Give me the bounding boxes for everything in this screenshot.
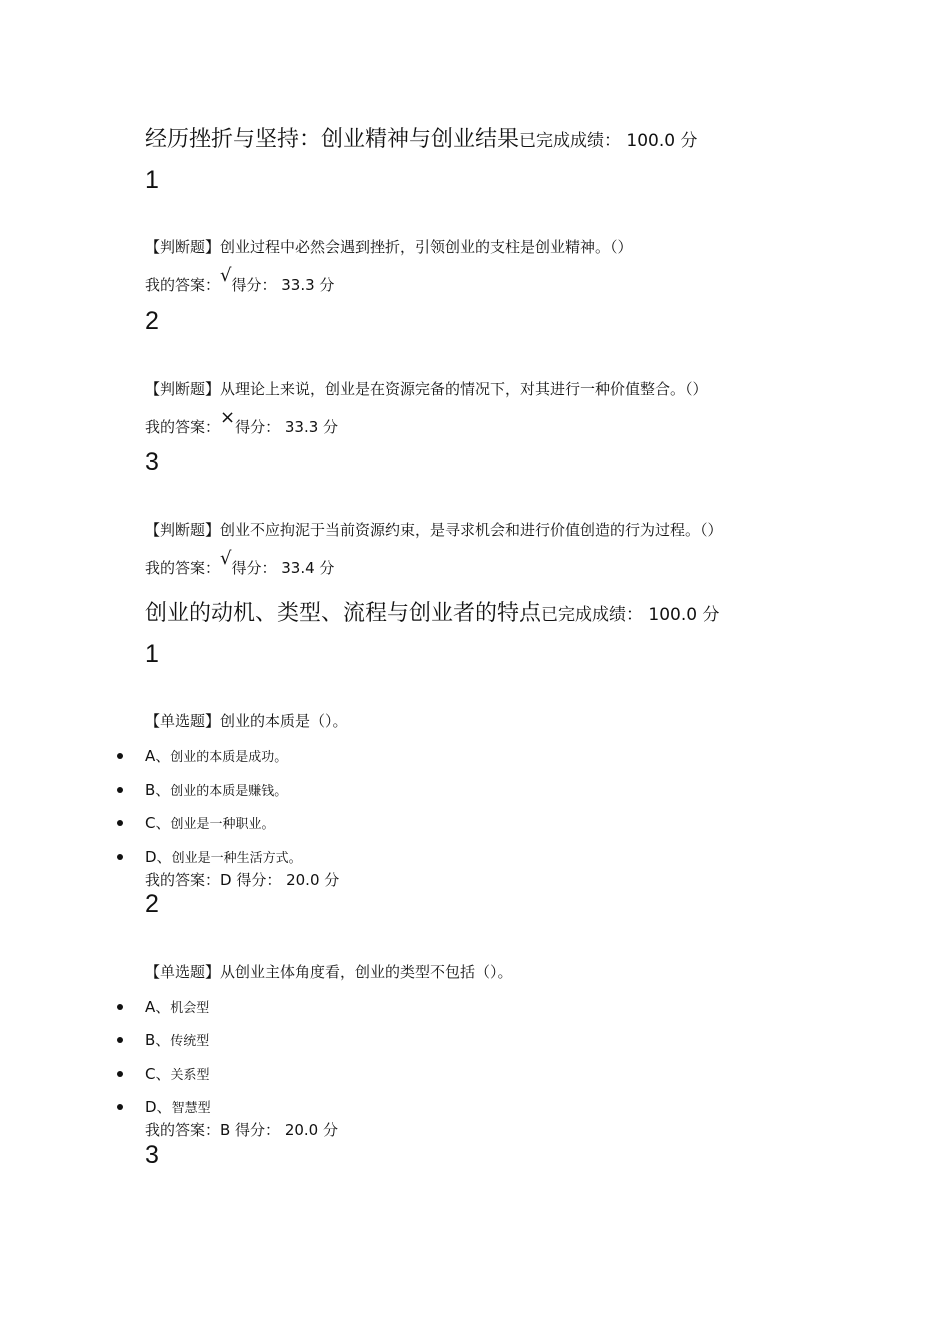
section-2-header xyxy=(145,596,720,627)
question-number: 2 xyxy=(145,307,159,335)
section-title: 创业的动机、类型、流程与创业者的特点 xyxy=(145,601,542,626)
cross-icon: × xyxy=(220,407,236,428)
score: 得分： 33.3 分 xyxy=(235,418,339,436)
question-text: 【单选题】创业的本质是（）。 xyxy=(145,712,348,730)
option-d: D、智慧型 xyxy=(145,1098,211,1116)
bullet xyxy=(117,820,123,826)
question-number: 3 xyxy=(145,448,159,476)
section-status: 已完成成绩： 100.0 分 xyxy=(541,605,720,625)
question-text: 【判断题】从理论上来说，创业是在资源完备的情况下，对其进行一种价值整合。（） xyxy=(145,380,708,398)
option-b: B、创业的本质是赚钱。 xyxy=(145,781,288,799)
bullet xyxy=(117,753,123,759)
bullet xyxy=(117,1004,123,1010)
option-c: C、关系型 xyxy=(145,1065,210,1083)
bullet xyxy=(117,854,123,860)
score: 得分： 33.4 分 xyxy=(231,559,335,577)
bullet xyxy=(117,1037,123,1043)
question-text: 【判断题】创业过程中必然会遇到挫折，引领创业的支柱是创业精神。（） xyxy=(145,238,633,256)
question-text: 【单选题】从创业主体角度看，创业的类型不包括（）。 xyxy=(145,963,513,981)
question-number: 1 xyxy=(145,166,159,194)
question-number: 2 xyxy=(145,890,159,918)
option-c: C、创业是一种职业。 xyxy=(145,814,275,832)
check-icon: √ xyxy=(220,548,232,569)
answer-line: 我的答案：D 得分： 20.0 分 xyxy=(145,871,340,889)
question-text: 【判断题】创业不应拘泥于当前资源约束，是寻求机会和进行价值创造的行为过程。（） xyxy=(145,521,723,539)
answer-line: 我的答案：B 得分： 20.0 分 xyxy=(145,1121,338,1139)
question-number: 3 xyxy=(145,1141,159,1169)
option-a: A、创业的本质是成功。 xyxy=(145,747,288,765)
answer-line xyxy=(145,407,339,437)
bullet xyxy=(117,1071,123,1077)
check-icon: √ xyxy=(220,265,232,286)
bullet xyxy=(117,787,123,793)
option-a: A、机会型 xyxy=(145,998,210,1016)
section-status: 已完成成绩： 100.0 分 xyxy=(519,131,698,151)
bullet xyxy=(117,1104,123,1110)
section-1-header xyxy=(145,122,698,153)
option-b: B、传统型 xyxy=(145,1031,210,1049)
answer-label: 我的答案： xyxy=(145,276,221,294)
section-title: 经历挫折与坚持：创业精神与创业结果 xyxy=(145,127,520,152)
answer-label: 我的答案： xyxy=(145,418,221,436)
option-d: D、创业是一种生活方式。 xyxy=(145,848,302,866)
answer-line xyxy=(145,265,335,295)
answer-line xyxy=(145,548,335,578)
score: 得分： 33.3 分 xyxy=(231,276,335,294)
answer-label: 我的答案： xyxy=(145,559,221,577)
question-number: 1 xyxy=(145,640,159,668)
